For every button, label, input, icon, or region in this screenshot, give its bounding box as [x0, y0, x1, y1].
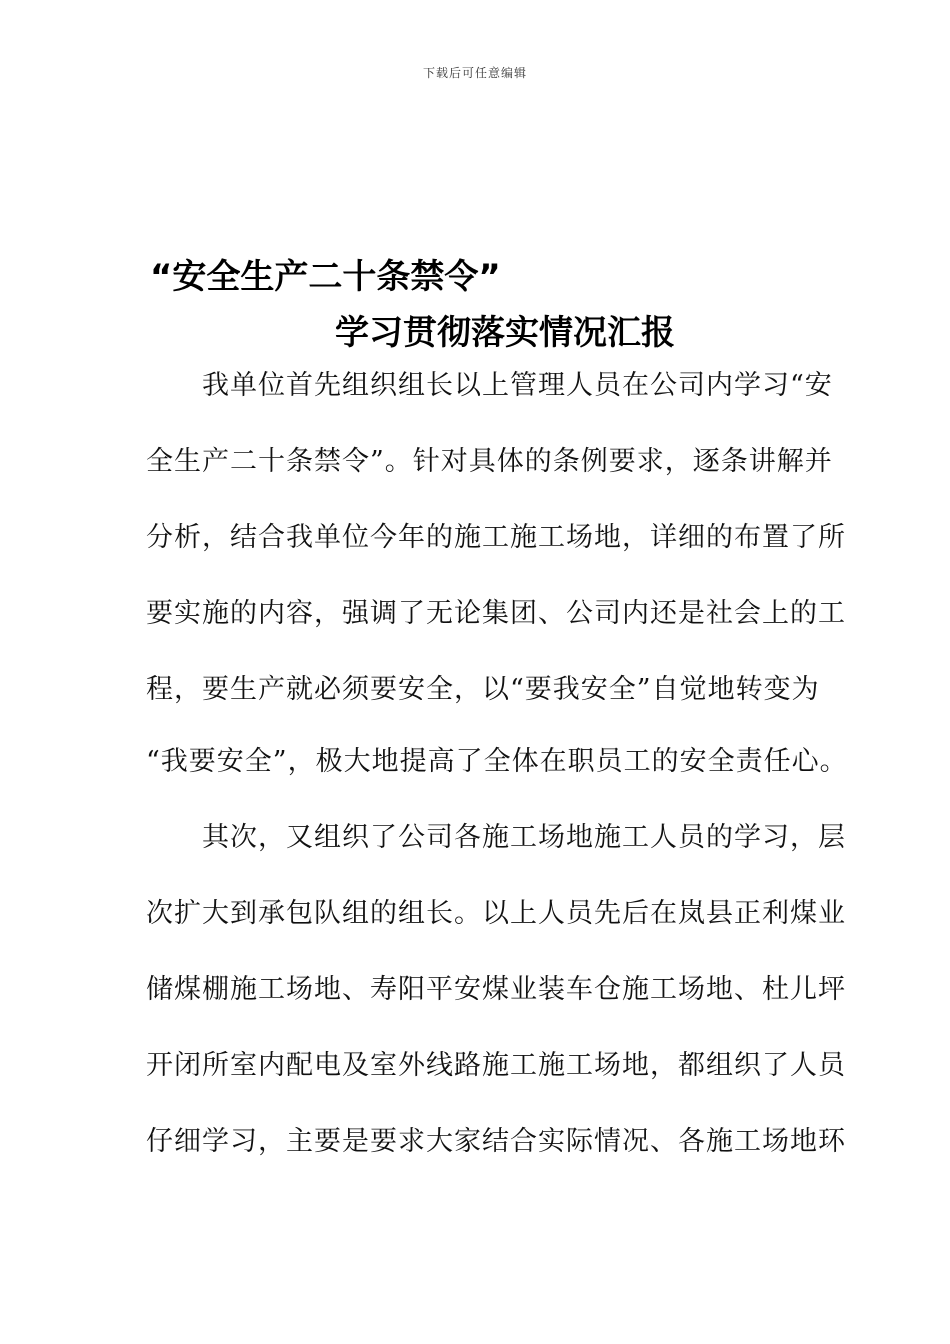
body-line: 程，要生产就必须要安全，以“要我安全”自觉地转变为 — [146, 674, 820, 705]
body-line: 要实施的内容，强调了无论集团、公司内还是社会上的工 — [146, 598, 846, 629]
document-title-line-1: “安全生产二十条禁令” — [150, 257, 501, 297]
body-line: 开闭所室内配电及室外线路施工施工场地，都组织了人员 — [146, 1050, 846, 1081]
document-title-line-2: 学习贯彻落实情况汇报 — [335, 313, 675, 353]
body-line: 其次，又组织了公司各施工场地施工人员的学习，层 — [146, 822, 846, 853]
body-line: 仔细学习，主要是要求大家结合实际情况、各施工场地环 — [146, 1126, 846, 1157]
body-line: 我单位首先组织组长以上管理人员在公司内学习“安 — [146, 370, 833, 401]
page-header-note: 下载后可任意编辑 — [422, 66, 527, 80]
body-line: 储煤棚施工场地、寿阳平安煤业装车仓施工场地、杜儿坪 — [146, 974, 846, 1005]
body-line: 次扩大到承包队组的组长。以上人员先后在岚县正利煤业 — [146, 898, 846, 929]
body-line: 分析，结合我单位今年的施工施工场地，详细的布置了所 — [146, 522, 846, 553]
body-line: 全生产二十条禁令”。针对具体的条例要求，逐条讲解并 — [146, 446, 833, 477]
body-line: “我要安全”，极大地提高了全体在职员工的安全责任心。 — [146, 746, 848, 777]
